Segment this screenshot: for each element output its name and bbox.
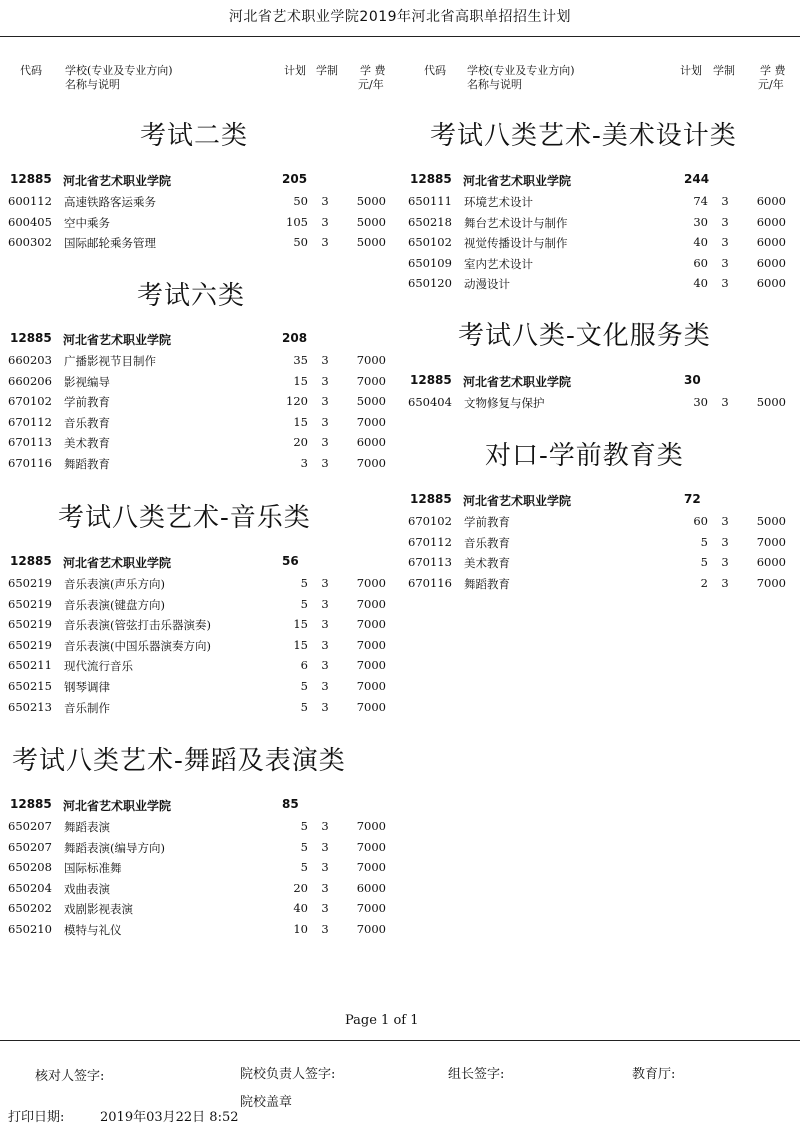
row-code: 670112 (408, 534, 452, 549)
row-years: 3 (721, 555, 729, 570)
header-school-sub: 名称与说明 (467, 78, 522, 91)
row-fee: 5000 (356, 214, 386, 229)
school-code: 12885 (410, 492, 452, 506)
row-fee: 5000 (356, 235, 386, 250)
school-code: 12885 (10, 331, 52, 345)
row-name: 舞蹈教育 (464, 576, 510, 591)
row-fee: 7000 (356, 414, 386, 429)
header-years: 学制 (316, 64, 338, 77)
row-name: 模特与礼仪 (64, 923, 122, 937)
row-years: 3 (321, 353, 329, 367)
row-years: 3 (721, 276, 729, 291)
row-years: 3 (721, 534, 729, 549)
row-name: 音乐表演(管弦打击乐器演奏) (64, 618, 211, 633)
school-seal-label: 院校盖章 (240, 1095, 293, 1110)
row-fee: 7000 (356, 860, 386, 875)
row-plan: 10 (293, 922, 308, 936)
school-row (10, 172, 308, 192)
row-name: 学前教育 (464, 515, 510, 529)
header-code: 代码 (424, 64, 446, 77)
row-name: 文物修复与保护 (464, 396, 545, 410)
row-name: 美术教育 (464, 556, 510, 571)
footer-rule (0, 1040, 800, 1041)
row-code: 670112 (8, 414, 52, 429)
row-name: 环境艺术设计 (464, 195, 533, 209)
row-name: 钢琴调律 (64, 680, 110, 694)
row-years: 3 (321, 658, 329, 673)
table-row (8, 881, 388, 901)
row-plan: 15 (293, 373, 308, 388)
row-fee: 6000 (756, 276, 786, 291)
school-total: 205 (282, 172, 308, 186)
school-name: 河北省艺术职业学院 (463, 494, 572, 508)
row-code: 650207 (8, 839, 52, 854)
school-code: 12885 (10, 554, 52, 568)
row-name: 学前教育 (64, 395, 110, 410)
row-code: 650207 (8, 819, 52, 833)
row-plan: 20 (293, 880, 308, 895)
table-row (8, 415, 388, 435)
row-years: 3 (721, 514, 729, 528)
row-name: 音乐表演(声乐方向) (64, 577, 165, 591)
row-fee: 7000 (756, 575, 786, 590)
row-code: 650208 (8, 860, 52, 875)
print-date: 2019年03月22日 8:52 (100, 1110, 239, 1125)
row-fee: 7000 (356, 922, 386, 936)
row-fee: 6000 (356, 880, 386, 895)
row-plan: 40 (693, 235, 708, 250)
row-plan: 105 (286, 214, 308, 229)
row-name: 舞蹈表演(编导方向) (64, 840, 165, 855)
table-row (408, 514, 788, 534)
row-code: 650404 (408, 395, 452, 409)
table-row (8, 700, 388, 720)
row-code: 660206 (8, 373, 52, 388)
row-years: 3 (321, 880, 329, 895)
table-row (8, 597, 388, 617)
row-fee: 7000 (356, 353, 386, 367)
row-name: 音乐表演(中国乐器演奏方向) (64, 638, 211, 653)
row-years: 3 (721, 194, 729, 208)
school-code: 12885 (10, 797, 52, 811)
row-fee: 7000 (356, 456, 386, 470)
row-plan: 60 (693, 514, 708, 528)
row-code: 650215 (8, 679, 52, 693)
row-fee: 6000 (756, 214, 786, 229)
table-row (8, 353, 388, 373)
row-plan: 20 (293, 435, 308, 450)
row-code: 650211 (8, 658, 52, 673)
row-name: 音乐教育 (64, 415, 110, 430)
row-fee: 7000 (356, 839, 386, 854)
row-name: 美术教育 (64, 436, 110, 451)
row-code: 600405 (8, 214, 52, 229)
row-fee: 6000 (356, 435, 386, 450)
row-fee: 7000 (356, 373, 386, 388)
checker-signature-label: 核对人签字: (35, 1069, 105, 1084)
row-fee: 6000 (756, 194, 786, 208)
team-leader-signature-label: 组长签字: (448, 1067, 505, 1082)
table-row (8, 638, 388, 658)
table-row (408, 555, 788, 575)
school-row (10, 797, 300, 817)
school-total: 85 (282, 797, 299, 811)
table-row (8, 394, 388, 414)
row-fee: 7000 (756, 534, 786, 549)
header-years: 学制 (713, 64, 735, 77)
row-code: 650218 (408, 214, 452, 229)
row-plan: 5 (300, 819, 308, 833)
row-years: 3 (321, 214, 329, 229)
page-title: 河北省艺术职业学院2019年河北省高职单招招生计划 (228, 9, 572, 25)
column-header-right (400, 62, 800, 94)
school-total: 30 (684, 373, 701, 387)
row-name: 舞蹈教育 (64, 457, 110, 471)
row-years: 3 (721, 575, 729, 590)
row-years: 3 (321, 373, 329, 388)
row-code: 650111 (408, 194, 452, 208)
row-name: 音乐教育 (464, 535, 510, 550)
header-school: 学校(专业及专业方向) (65, 64, 173, 77)
row-name: 广播影视节目制作 (64, 354, 156, 368)
row-plan: 5 (700, 534, 708, 549)
row-years: 3 (721, 235, 729, 250)
page-number: Page 1 of 1 (345, 1013, 419, 1028)
row-plan: 15 (293, 414, 308, 429)
school-row (10, 331, 308, 351)
school-name: 河北省艺术职业学院 (63, 333, 172, 347)
row-years: 3 (321, 435, 329, 450)
row-code: 650204 (8, 880, 52, 895)
school-code: 12885 (410, 172, 452, 186)
table-row (8, 860, 388, 880)
row-name: 动漫设计 (464, 277, 510, 292)
school-code: 12885 (10, 172, 52, 186)
school-row (410, 492, 705, 512)
row-years: 3 (321, 637, 329, 652)
row-plan: 50 (293, 235, 308, 250)
row-code: 600302 (8, 235, 52, 250)
school-total: 208 (282, 331, 308, 345)
table-row (408, 576, 788, 596)
row-years: 3 (321, 596, 329, 611)
row-years: 3 (321, 194, 329, 208)
row-name: 国际标准舞 (64, 861, 122, 876)
school-head-signature-label: 院校负责人签字: (240, 1067, 336, 1082)
row-name: 舞蹈表演 (64, 820, 110, 834)
row-fee: 7000 (356, 617, 386, 632)
row-name: 戏曲表演 (64, 881, 110, 896)
row-fee: 7000 (356, 699, 386, 714)
table-row (408, 194, 788, 214)
row-years: 3 (321, 414, 329, 429)
table-row (408, 256, 788, 276)
row-plan: 3 (300, 456, 308, 470)
section-title: 考试二类 (140, 121, 249, 151)
row-code: 650219 (8, 576, 52, 590)
table-row (8, 840, 388, 860)
header-fee: 学 费 (760, 64, 786, 77)
school-total: 56 (282, 554, 299, 568)
row-plan: 40 (693, 276, 708, 291)
school-row (410, 373, 705, 393)
row-plan: 74 (693, 194, 708, 208)
row-name: 国际邮轮乘务管理 (64, 236, 156, 251)
row-plan: 5 (300, 839, 308, 854)
row-fee: 5000 (356, 394, 386, 409)
row-code: 650213 (8, 699, 52, 714)
row-code: 670113 (408, 555, 452, 570)
row-name: 现代流行音乐 (64, 659, 133, 674)
row-fee: 7000 (356, 637, 386, 652)
row-plan: 40 (293, 901, 308, 916)
row-code: 650202 (8, 901, 52, 916)
row-code: 600112 (8, 194, 52, 208)
row-plan: 50 (293, 194, 308, 208)
row-code: 650219 (8, 596, 52, 611)
school-row (410, 172, 710, 192)
row-code: 670102 (8, 394, 52, 409)
table-row (8, 235, 388, 255)
row-fee: 7000 (356, 679, 386, 693)
row-name: 舞台艺术设计与制作 (464, 215, 568, 230)
row-years: 3 (321, 456, 329, 470)
row-years: 3 (721, 255, 729, 270)
row-fee: 7000 (356, 596, 386, 611)
row-name: 音乐表演(键盘方向) (64, 597, 165, 612)
row-years: 3 (321, 922, 329, 936)
row-code: 650109 (408, 255, 452, 270)
row-fee: 5000 (356, 194, 386, 208)
table-row (408, 215, 788, 235)
school-name: 河北省艺术职业学院 (63, 799, 172, 813)
row-years: 3 (321, 617, 329, 632)
row-name: 影视编导 (64, 374, 110, 389)
row-code: 670116 (408, 575, 452, 590)
row-plan: 5 (300, 860, 308, 875)
row-years: 3 (321, 901, 329, 916)
header-fee-sub: 元/年 (758, 78, 784, 91)
row-years: 3 (321, 235, 329, 250)
row-years: 3 (721, 214, 729, 229)
row-code: 660203 (8, 353, 52, 367)
row-name: 室内艺术设计 (464, 256, 533, 271)
header-plan: 计划 (284, 64, 306, 77)
school-code: 12885 (410, 373, 452, 387)
table-row (8, 576, 388, 596)
table-row (8, 456, 388, 476)
row-code: 670102 (408, 514, 452, 528)
row-fee: 6000 (756, 555, 786, 570)
row-code: 650219 (8, 617, 52, 632)
section-title: 考试八类艺术-音乐类 (58, 503, 311, 533)
school-name: 河北省艺术职业学院 (63, 174, 172, 188)
row-plan: 5 (300, 699, 308, 714)
education-dept-label: 教育厅: (632, 1067, 676, 1082)
header-school-sub: 名称与说明 (65, 78, 120, 91)
row-plan: 15 (293, 617, 308, 632)
school-total: 72 (684, 492, 701, 506)
table-row (408, 535, 788, 555)
table-row (8, 901, 388, 921)
section-title: 考试八类艺术-舞蹈及表演类 (12, 746, 346, 776)
section-title: 考试八类-文化服务类 (458, 321, 711, 351)
school-total: 244 (684, 172, 710, 186)
row-plan: 2 (700, 575, 708, 590)
row-name: 高速铁路客运乘务 (64, 195, 156, 209)
row-plan: 120 (286, 394, 308, 409)
row-name: 空中乘务 (64, 215, 110, 230)
table-row (8, 658, 388, 678)
table-row (408, 276, 788, 296)
school-name: 河北省艺术职业学院 (463, 174, 572, 188)
row-fee: 5000 (756, 395, 786, 409)
row-plan: 15 (293, 637, 308, 652)
row-plan: 5 (700, 555, 708, 570)
row-code: 650120 (408, 276, 452, 291)
header-plan: 计划 (680, 64, 702, 77)
table-row (8, 215, 388, 235)
row-years: 3 (321, 819, 329, 833)
row-code: 650219 (8, 637, 52, 652)
row-plan: 60 (693, 255, 708, 270)
row-fee: 7000 (356, 658, 386, 673)
row-plan: 30 (693, 214, 708, 229)
row-code: 670113 (8, 435, 52, 450)
school-name: 河北省艺术职业学院 (63, 556, 172, 570)
row-years: 3 (321, 699, 329, 714)
table-row (8, 679, 388, 699)
row-years: 3 (721, 395, 729, 409)
section-title: 对口-学前教育类 (485, 441, 684, 471)
table-row (8, 374, 388, 394)
section-title: 考试六类 (137, 281, 246, 311)
top-rule (0, 36, 800, 37)
section-title: 考试八类艺术-美术设计类 (430, 121, 737, 151)
row-fee: 7000 (356, 901, 386, 916)
row-fee: 6000 (756, 235, 786, 250)
row-plan: 5 (300, 576, 308, 590)
row-plan: 6 (300, 658, 308, 673)
table-row (8, 922, 388, 942)
row-fee: 7000 (356, 576, 386, 590)
header-fee: 学 费 (360, 64, 386, 77)
print-date-label: 打印日期: (8, 1110, 65, 1125)
row-code: 650102 (408, 235, 452, 250)
table-row (408, 395, 788, 415)
row-code: 670116 (8, 456, 52, 470)
school-name: 河北省艺术职业学院 (463, 375, 572, 389)
row-plan: 5 (300, 596, 308, 611)
row-fee: 6000 (756, 255, 786, 270)
row-years: 3 (321, 860, 329, 875)
table-row (8, 194, 388, 214)
row-plan: 35 (293, 353, 308, 367)
row-name: 视觉传播设计与制作 (464, 236, 568, 251)
row-plan: 30 (693, 395, 708, 409)
header-school: 学校(专业及专业方向) (467, 64, 575, 77)
header-fee-sub: 元/年 (358, 78, 384, 91)
table-row (408, 235, 788, 255)
school-row (10, 554, 300, 574)
row-plan: 5 (300, 679, 308, 693)
row-fee: 5000 (756, 514, 786, 528)
column-header-left (0, 62, 400, 94)
row-years: 3 (321, 679, 329, 693)
row-years: 3 (321, 839, 329, 854)
row-name: 戏剧影视表演 (64, 902, 133, 917)
row-years: 3 (321, 576, 329, 590)
table-row (8, 617, 388, 637)
table-row (8, 819, 388, 839)
row-years: 3 (321, 394, 329, 409)
row-name: 音乐制作 (64, 700, 110, 715)
header-code: 代码 (20, 64, 42, 77)
table-row (8, 435, 388, 455)
row-code: 650210 (8, 922, 52, 936)
row-fee: 7000 (356, 819, 386, 833)
